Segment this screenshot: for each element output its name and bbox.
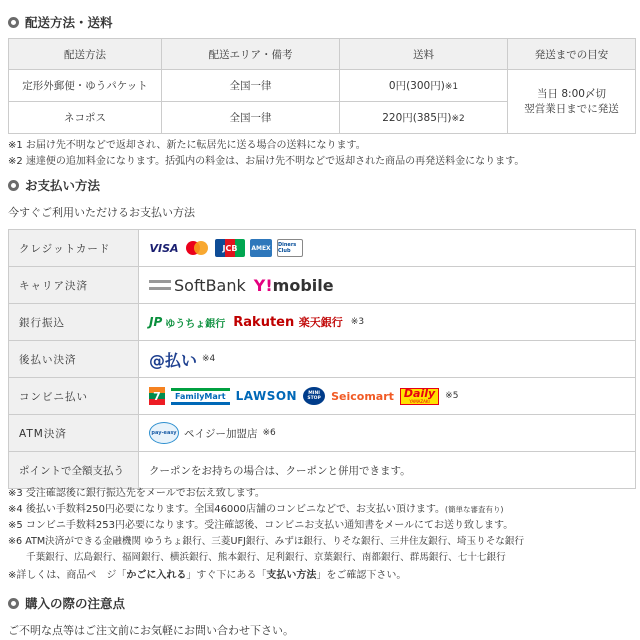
bullet-icon bbox=[8, 17, 19, 28]
shipping-heading-text: 配送方法・送料 bbox=[25, 15, 113, 30]
note7-post: 」をご確認下さい。 bbox=[316, 570, 407, 581]
carrier-label: キャリア決済 bbox=[9, 267, 139, 304]
bullet-icon bbox=[8, 180, 19, 191]
caution-heading-text: 購入の際の注意点 bbox=[25, 596, 126, 611]
ymobile-y: Y! bbox=[253, 275, 273, 295]
yucho-text: ゆうちょ銀行 bbox=[165, 318, 226, 330]
note7-bold-1: かごに入れる bbox=[126, 570, 187, 581]
shipping-note-2: ※2 速達便の追加料金になります。括弧内の料金は、お届け先不明などで返却された商品の再発送料金になります。 bbox=[8, 156, 525, 167]
caution-text: ご不明な点等はご注文前にお気軽にお問い合わせ下さい。 bbox=[8, 624, 294, 637]
jcb-icon: JCB bbox=[215, 239, 245, 257]
points-label: ポイントで全額支払う bbox=[9, 452, 139, 489]
amex-icon: AMEX bbox=[250, 239, 272, 257]
payment-note-4 bbox=[8, 500, 503, 515]
softbank-icon bbox=[149, 276, 246, 295]
mastercard-icon bbox=[184, 239, 210, 257]
payment-note-5: ※5 コンビニ手数料253円必要になります。受注確認後、コンビニお支払い通知書をメールにてお送り致します。 bbox=[8, 520, 514, 531]
table-row bbox=[9, 452, 636, 489]
eta-line1: 当日 8:00〆切 bbox=[537, 87, 606, 100]
bank-label: 銀行振込 bbox=[9, 304, 139, 341]
area-cell: 全国一律 bbox=[162, 102, 340, 134]
payment-table bbox=[8, 229, 636, 489]
lawson-icon bbox=[236, 389, 298, 403]
payeasy-text: pay-easy bbox=[151, 430, 177, 436]
payment-note-4-small: (簡単な審査有り) bbox=[445, 505, 504, 514]
fee-cell bbox=[340, 102, 508, 134]
note7-bold-2: 支払い方法 bbox=[266, 570, 317, 581]
payment-subtitle: 今すぐご利用いただけるお支払い方法 bbox=[8, 206, 195, 219]
yucho-icon: JP ゆうちょ銀行 bbox=[149, 315, 226, 330]
caution-heading bbox=[8, 594, 125, 612]
table-row bbox=[9, 415, 636, 452]
table-row bbox=[9, 267, 636, 304]
rakuten-icon bbox=[233, 314, 343, 330]
atm-text: ペイジー加盟店 bbox=[184, 427, 258, 440]
shipping-heading bbox=[8, 13, 113, 31]
atm-note-mark: ※6 bbox=[262, 428, 276, 438]
atm-value bbox=[139, 415, 636, 452]
shipping-table bbox=[8, 38, 636, 134]
payment-note-6b: 千葉銀行、広島銀行、福岡銀行、横浜銀行、熊本銀行、足利銀行、京葉銀行、南都銀行、群馬銀行、七十七銀行 bbox=[26, 552, 506, 563]
payment-heading bbox=[8, 176, 100, 194]
table-row bbox=[9, 230, 636, 267]
method-cell: ネコポス bbox=[9, 102, 162, 134]
payeasy-icon bbox=[149, 422, 179, 444]
conveni-logos bbox=[139, 378, 636, 415]
fee-note-mark: ※2 bbox=[451, 114, 465, 124]
seicomart-icon bbox=[331, 390, 394, 403]
atobarai-note-mark: ※4 bbox=[202, 354, 216, 364]
daily-sub-text: YAMAZAKI bbox=[409, 398, 430, 404]
familymart-icon bbox=[171, 388, 230, 405]
atobarai-logos bbox=[139, 341, 636, 378]
ymobile-icon bbox=[254, 276, 334, 295]
fee-note-mark: ※1 bbox=[444, 82, 459, 92]
conveni-note-mark: ※5 bbox=[445, 391, 459, 401]
carrier-logos bbox=[139, 267, 636, 304]
rakuten-text: Rakuten bbox=[233, 315, 295, 330]
diners-icon: Diners Club bbox=[277, 239, 303, 257]
payment-note-6a: ※6 ATM決済ができる金融機関 ゆうちょ銀行、三菱UFJ銀行、みずほ銀行、りそな銀行、三井住友銀行、埼玉りそな銀行 bbox=[8, 536, 525, 547]
col-method: 配送方法 bbox=[9, 39, 162, 70]
shipping-header-row bbox=[9, 39, 636, 70]
table-row bbox=[9, 70, 636, 102]
fee-value: 220円(385円) bbox=[382, 112, 452, 124]
atm-label: ATM決済 bbox=[9, 415, 139, 452]
ymobile-text: mobile bbox=[272, 275, 334, 295]
payment-note-3: ※3 受注確認後に銀行振込先をメールでお伝え致します。 bbox=[8, 488, 265, 499]
col-area: 配送エリア・備考 bbox=[162, 39, 340, 70]
fee-cell bbox=[340, 70, 508, 102]
bank-logos bbox=[139, 304, 636, 341]
fee-value: 0円(300円) bbox=[388, 80, 445, 92]
rakuten-jp-text: 楽天銀行 bbox=[298, 316, 343, 329]
familymart-text: FamilyMart bbox=[175, 391, 226, 401]
payment-note-4-text: ※4 後払い手数料250円必要になります。全国46000店舗のコンビニなどで、お支払い頂けます。 bbox=[8, 504, 446, 515]
bullet-icon bbox=[8, 598, 19, 609]
atobarai-logo-text: @払い bbox=[149, 350, 198, 370]
eta-cell bbox=[508, 70, 636, 134]
note7-mid: 」すぐ下にある「 bbox=[186, 570, 267, 581]
atobarai-label: 後払い決済 bbox=[9, 341, 139, 378]
lawson-text: LAWSON bbox=[235, 389, 298, 403]
payment-note-7 bbox=[8, 566, 406, 581]
credit-label: クレジットカード bbox=[9, 230, 139, 267]
area-cell: 全国一律 bbox=[162, 70, 340, 102]
points-value: クーポンをお持ちの場合は、クーポンと併用できます。 bbox=[139, 452, 636, 489]
shipping-note-1: ※1 お届け先不明などで返却され、新たに転居先に送る場合の送料になります。 bbox=[8, 140, 366, 151]
visa-icon: VISA bbox=[149, 241, 179, 255]
atobarai-icon bbox=[149, 348, 197, 371]
col-fee: 送料 bbox=[340, 39, 508, 70]
note7-pre: ※詳しくは、商品ペ ジ「 bbox=[8, 570, 127, 581]
daily-text: Daily bbox=[403, 386, 436, 400]
credit-logos bbox=[139, 230, 636, 267]
eta-line2: 翌営業日までに発送 bbox=[524, 102, 619, 115]
daily-icon bbox=[400, 388, 439, 405]
ministop-text: MINI STOP bbox=[307, 391, 321, 401]
seven-eleven-icon bbox=[149, 387, 165, 405]
col-eta: 発送までの目安 bbox=[508, 39, 636, 70]
table-row bbox=[9, 378, 636, 415]
seven-text: 7 bbox=[153, 389, 161, 403]
table-row bbox=[9, 304, 636, 341]
payment-heading-text: お支払い方法 bbox=[25, 178, 101, 193]
ministop-icon bbox=[303, 387, 325, 405]
softbank-text: SoftBank bbox=[174, 275, 246, 295]
table-row bbox=[9, 341, 636, 378]
seicomart-text: Seicomart bbox=[331, 389, 394, 403]
method-cell: 定形外郵便・ゆうパケット bbox=[9, 70, 162, 102]
bank-note-mark: ※3 bbox=[350, 317, 365, 327]
conveni-label: コンビニ払い bbox=[9, 378, 139, 415]
